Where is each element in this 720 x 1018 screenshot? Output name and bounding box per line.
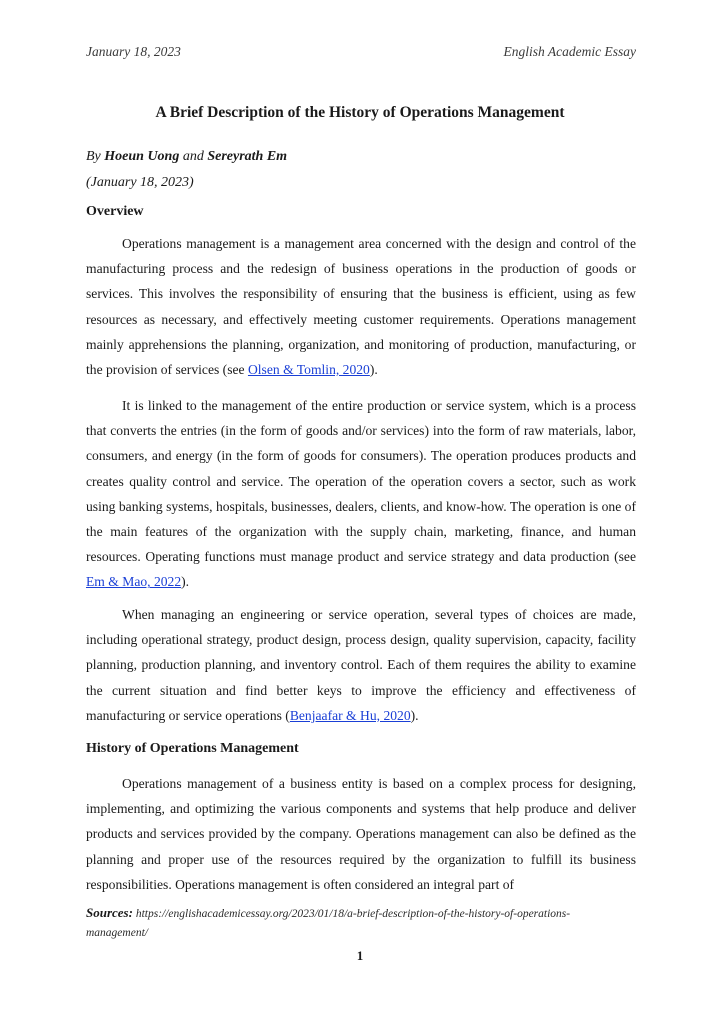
overview-heading: Overview (86, 204, 144, 219)
author-1: Hoeun Uong (104, 149, 180, 164)
paragraph-4 (86, 771, 636, 897)
sources-label: Sources: (86, 905, 133, 920)
document-title: A Brief Description of the History of Operations Management (155, 104, 565, 121)
sources-url[interactable]: https://englishacademicessay.org/2023/01/18/a-brief-description-of-the-history-of-operations-management/ (86, 908, 571, 939)
citation-em-mao[interactable]: Em & Mao, 2022 (86, 574, 182, 590)
citation-benjaafar-hu[interactable]: Benjaafar & Hu, 2020 (289, 707, 411, 723)
page-number: 1 (356, 948, 364, 963)
paragraph-2 (86, 393, 636, 595)
byline (86, 149, 287, 165)
paragraph-1-text: Operations management is a management area concerned with the design and control of the manufacturing process and the redesign of business operations in the production of goods or services. This involves the responsibility of ensuring that the business is efficient, using as few resources as necessary, and effectively meeting customer requirements. Operations management mainly apprehensions the planning, organization, and monitoring of production, manufacturing, or the provision of services (see (86, 236, 636, 378)
citation-olsen-tomlin[interactable]: Olsen & Tomlin, 2020 (247, 362, 370, 378)
history-heading: History of Operations Management (86, 741, 299, 756)
byline-by: By (86, 149, 101, 164)
author-2: Sereyrath Em (207, 149, 288, 164)
paragraph-1-end: ). (369, 362, 378, 378)
sources-footnote (86, 903, 626, 943)
paragraph-3-end: ). (410, 707, 419, 723)
paragraph-3 (86, 602, 636, 728)
paragraph-2-text: It is linked to the management of the entire production or service system, which is a process that converts the entries (in the form of goods and/or services) into the form of raw materials, labor, consumers, and energy (in the form of goods for consumers). The operation produces products and creates quality control and service. The operation of the operation covers a sector, such as work using banking systems, hospitals, businesses, dealers, clients, and know-how. The operation is one of the main features of the organization with the supply chain, marketing, finance, and human resources. Operating functions must manage product and service strategy and data production (see (86, 398, 636, 565)
header-date: January 18, 2023 (86, 44, 181, 59)
publication-date: (January 18, 2023) (86, 175, 194, 190)
paragraph-2-end: ). (181, 574, 190, 590)
running-header (86, 44, 636, 60)
byline-and: and (182, 149, 204, 164)
paragraph-1 (86, 231, 636, 382)
paragraph-4-text: Operations management of a business entity is based on a complex process for designing, implementing, and optimizing the various components and systems that help produce and deliver products and services provided by the company. Operations management can also be defined as the planning and proper use of the resources required by the organization to fulfill its business responsibilities. Operations management is often considered an integral part of (86, 776, 636, 892)
paragraph-3-text: When managing an engineering or service operation, several types of choices are made, including operational strategy, product design, process design, quality supervision, capacity, facility planning, production planning, and inventory control. Each of them requires the ability to examine the current situation and find better keys to improve the efficiency and effectiveness of manufacturing or service operations ( (86, 607, 636, 723)
header-publication: English Academic Essay (503, 44, 636, 59)
